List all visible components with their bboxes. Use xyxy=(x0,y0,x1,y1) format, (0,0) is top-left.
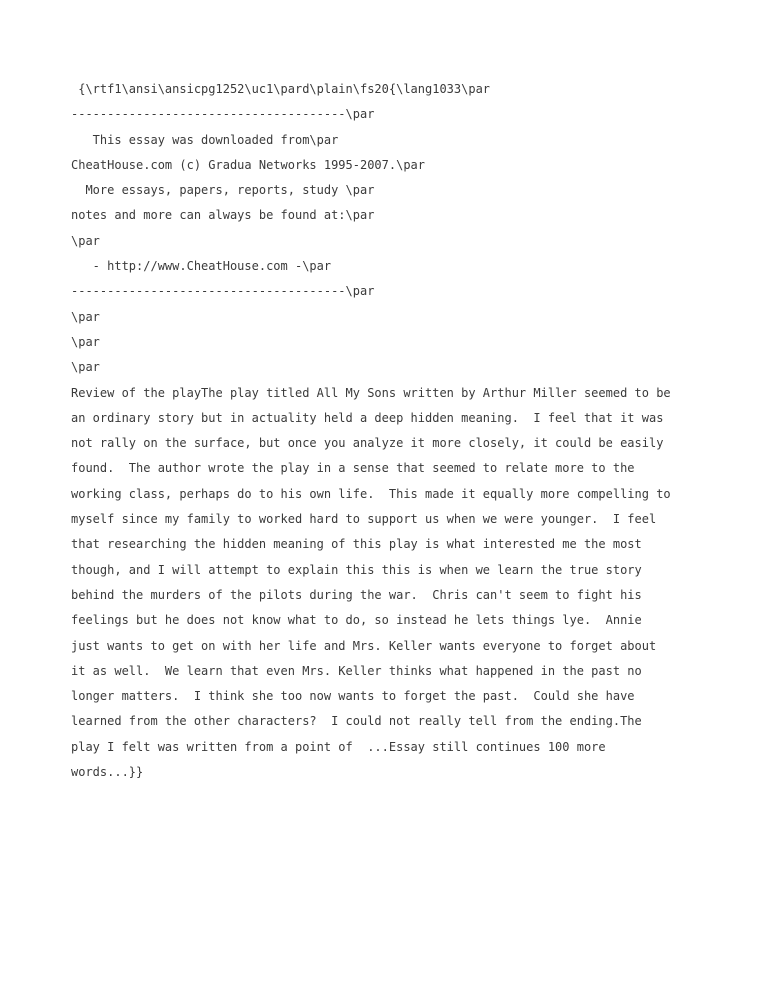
more-essays-line: More essays, papers, reports, study \par xyxy=(71,183,375,198)
essay-end-line: words...}} xyxy=(71,765,144,780)
essay-text-line: not rally on the surface, but once you analyze it more closely, it could be easily xyxy=(71,436,664,451)
essay-text-line: play I felt was written from a point of ...Essay still continues 100 more xyxy=(71,739,606,754)
separator-line: --------------------------------------\par xyxy=(71,107,375,122)
par-line: \par xyxy=(71,334,100,349)
par-line: \par xyxy=(71,360,100,375)
essay-text-line: an ordinary story but in actuality held a deep hidden meaning. I feel that it was xyxy=(71,410,664,425)
essay-text-line: working class, perhaps do to his own life. This made it equally more compelling to xyxy=(71,486,671,501)
document-body xyxy=(71,77,731,785)
essay-text-line: feelings but he does not know what to do, so instead he lets things lye. Annie xyxy=(71,613,642,628)
download-notice-line: This essay was downloaded from\par xyxy=(71,132,339,147)
separator-line: --------------------------------------\par xyxy=(71,284,375,299)
essay-text-line: learned from the other characters? I could not really tell from the ending.The xyxy=(71,714,642,729)
essay-text-line: myself since my family to worked hard to support us when we were younger. I feel xyxy=(71,512,657,527)
essay-text-line: Review of the playThe play titled All My Sons written by Arthur Miller seemed to be xyxy=(71,385,671,400)
essay-text-line: that researching the hidden meaning of this play is what interested me the most xyxy=(71,537,642,552)
essay-text-line: longer matters. I think she too now wants to forget the past. Could she have xyxy=(71,689,635,704)
essay-text-line: found. The author wrote the play in a sense that seemed to relate more to the xyxy=(71,461,635,476)
notes-line: notes and more can always be found at:\par xyxy=(71,208,375,223)
par-line: \par xyxy=(71,233,100,248)
par-line: \par xyxy=(71,309,100,324)
essay-text-line: just wants to get on with her life and Mrs. Keller wants everyone to forget about xyxy=(71,638,657,653)
essay-text-line: behind the murders of the pilots during the war. Chris can't seem to fight his xyxy=(71,587,642,602)
copyright-line: CheatHouse.com (c) Gradua Networks 1995-2007.\par xyxy=(71,157,426,172)
essay-text-line: it as well. We learn that even Mrs. Keller thinks what happened in the past no xyxy=(71,663,642,678)
rtf-header-line: {\rtf1\ansi\ansicpg1252\uc1\pard\plain\fs20{\lang1033\par xyxy=(71,82,491,96)
essay-text-line: though, and I will attempt to explain this this is when we learn the true story xyxy=(71,562,642,577)
url-line: - http://www.CheatHouse.com -\par xyxy=(71,259,332,274)
